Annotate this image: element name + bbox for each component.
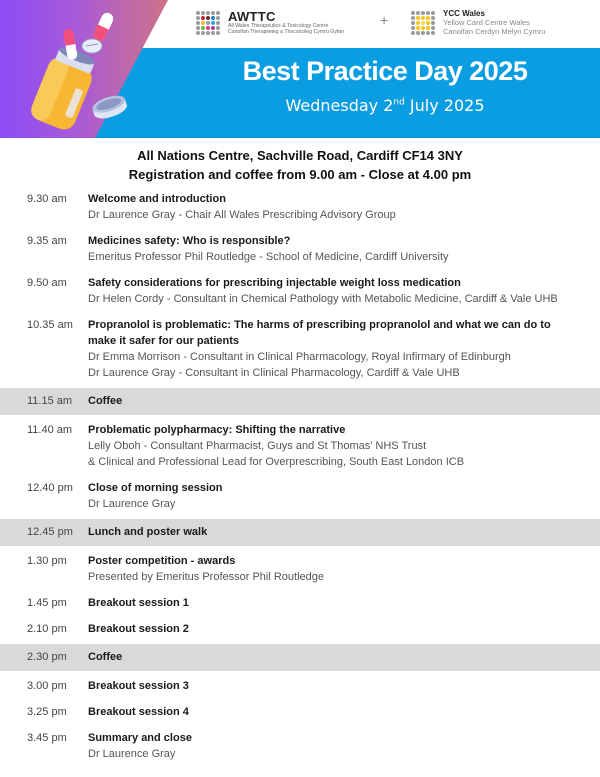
agenda-time: 9.35 am (27, 235, 67, 247)
agenda-row (0, 727, 600, 765)
agenda-row (0, 419, 600, 473)
agenda-title: Breakout session 1 (88, 597, 189, 609)
agenda-content (88, 275, 600, 307)
registration-info: Registration and coffee from 9.00 am - Close at 4.00 pm (128, 167, 472, 182)
awttc-logo-title: AWTTC (228, 9, 276, 24)
agenda-break-row (0, 644, 600, 671)
awttc-logo-subtitle: All Wales Therapeutics & Toxicology Centre (228, 23, 329, 29)
agenda-time: 3.00 pm (27, 680, 67, 692)
header-banner (0, 0, 600, 138)
event-title: Best Practice Day 2025 (242, 56, 528, 86)
agenda-content (88, 704, 600, 720)
agenda-content (88, 422, 600, 470)
agenda-speaker: Dr Laurence Gray - Chair All Wales Prescribing Advisory Group (88, 209, 396, 221)
agenda-row (0, 550, 600, 588)
agenda-title: Breakout session 3 (88, 680, 189, 692)
agenda-speaker: Dr Emma Morrison - Consultant in Clinical Pharmacology, Royal Infirmary of Edinburgh (88, 351, 511, 363)
agenda-row (0, 592, 600, 614)
awttc-logo-subtitle: Canolfan Therapiwteg a Thocsicoleg Cymru Gyfan (228, 29, 345, 36)
agenda-content (88, 678, 600, 694)
venue-info (0, 146, 600, 184)
agenda-title: Breakout session 4 (88, 706, 189, 718)
ycc-wales-logo (411, 10, 546, 35)
agenda-row (0, 618, 600, 640)
agenda-title: Safety considerations for prescribing injectable weight loss medication (88, 277, 461, 289)
agenda-title: Poster competition - awards (88, 555, 236, 567)
agenda-title: Problematic polypharmacy: Shifting the narrative (88, 424, 346, 436)
agenda-speaker: Dr Helen Cordy - Consultant in Chemical Pathology with Metabolic Medicine, Cardiff & Vale UHB (88, 293, 558, 305)
agenda-speaker: Dr Laurence Gray (88, 498, 176, 510)
agenda-time: 1.30 pm (27, 555, 67, 567)
agenda-content (88, 553, 600, 585)
agenda-title: Medicines safety: Who is responsible? (88, 235, 291, 247)
agenda-content (88, 595, 600, 611)
agenda-time: 11.40 am (27, 424, 73, 436)
agenda-row (0, 477, 600, 515)
agenda-time: 1.45 pm (27, 597, 67, 609)
ycc-logo-title: YCC Wales (443, 9, 485, 18)
agenda-time: 9.50 am (27, 277, 67, 289)
agenda-time: 9.30 am (27, 193, 67, 205)
agenda-title: Summary and close (88, 732, 192, 744)
agenda-content (88, 480, 600, 512)
agenda-row (0, 272, 600, 310)
agenda-break-row (0, 519, 600, 546)
agenda-content (88, 649, 600, 665)
awttc-logo (196, 10, 344, 35)
event-date-day: Wednesday 2 (285, 96, 394, 115)
agenda-content (88, 233, 600, 265)
agenda-content (88, 393, 600, 409)
agenda-time: 3.45 pm (27, 732, 67, 744)
ycc-logo-subtitle: Canolfan Cerdyn Melyn Cymru (443, 26, 546, 36)
agenda-content (88, 317, 600, 381)
agenda-row (0, 188, 600, 226)
awttc-logo-grid-icon (196, 11, 220, 35)
ycc-logo-grid-icon (411, 11, 435, 35)
agenda-title: Lunch and poster walk (88, 526, 208, 538)
agenda-title: Propranolol is problematic: The harms of prescribing propranolol and what we can do to make it safer for our patients (88, 319, 551, 347)
agenda-time: 10.35 am (27, 319, 73, 331)
agenda-time: 11.15 am (27, 395, 73, 407)
agenda-time: 12.40 pm (27, 482, 73, 494)
agenda-speaker: Dr Laurence Gray - Consultant in Clinical Pharmacology, Cardiff & Vale UHB (88, 367, 460, 379)
agenda-time: 2.30 pm (27, 651, 67, 663)
agenda-content (88, 524, 600, 540)
agenda-row (0, 314, 600, 384)
event-date (170, 96, 600, 115)
plus-sign: + (380, 12, 389, 28)
agenda-break-row (0, 388, 600, 415)
agenda-speaker: Presented by Emeritus Professor Phil Routledge (88, 571, 325, 583)
event-date-rest: July 2025 (404, 96, 485, 115)
agenda-content (88, 621, 600, 637)
agenda-speaker: & Clinical and Professional Lead for Overprescribing, South East London ICB (88, 456, 465, 468)
agenda-speaker: Emeritus Professor Phil Routledge - School of Medicine, Cardiff University (88, 251, 449, 263)
pill-bottle-icon (0, 0, 170, 138)
agenda-row (0, 675, 600, 697)
agenda-speaker: Dr Laurence Gray (88, 748, 176, 760)
agenda-row (0, 230, 600, 268)
agenda-title: Close of morning session (88, 482, 223, 494)
agenda-time: 12.45 pm (27, 526, 73, 538)
agenda-speaker: Lelly Oboh - Consultant Pharmacist, Guys and St Thomas' NHS Trust (88, 440, 427, 452)
agenda-content (88, 730, 600, 762)
agenda-title: Breakout session 2 (88, 623, 189, 635)
agenda-time: 3.25 pm (27, 706, 67, 718)
ycc-logo-subtitle: Yellow Card Centre Wales (443, 18, 530, 27)
agenda-title: Welcome and introduction (88, 193, 226, 205)
agenda-row (0, 701, 600, 723)
agenda-title: Coffee (88, 395, 123, 407)
agenda-title: Coffee (88, 651, 123, 663)
agenda-content (88, 191, 600, 223)
venue-address: All Nations Centre, Sachville Road, Cardiff CF14 3NY (137, 148, 463, 163)
agenda-time: 2.10 pm (27, 623, 67, 635)
event-date-ordinal: nd (393, 97, 405, 108)
agenda-list (0, 188, 600, 765)
